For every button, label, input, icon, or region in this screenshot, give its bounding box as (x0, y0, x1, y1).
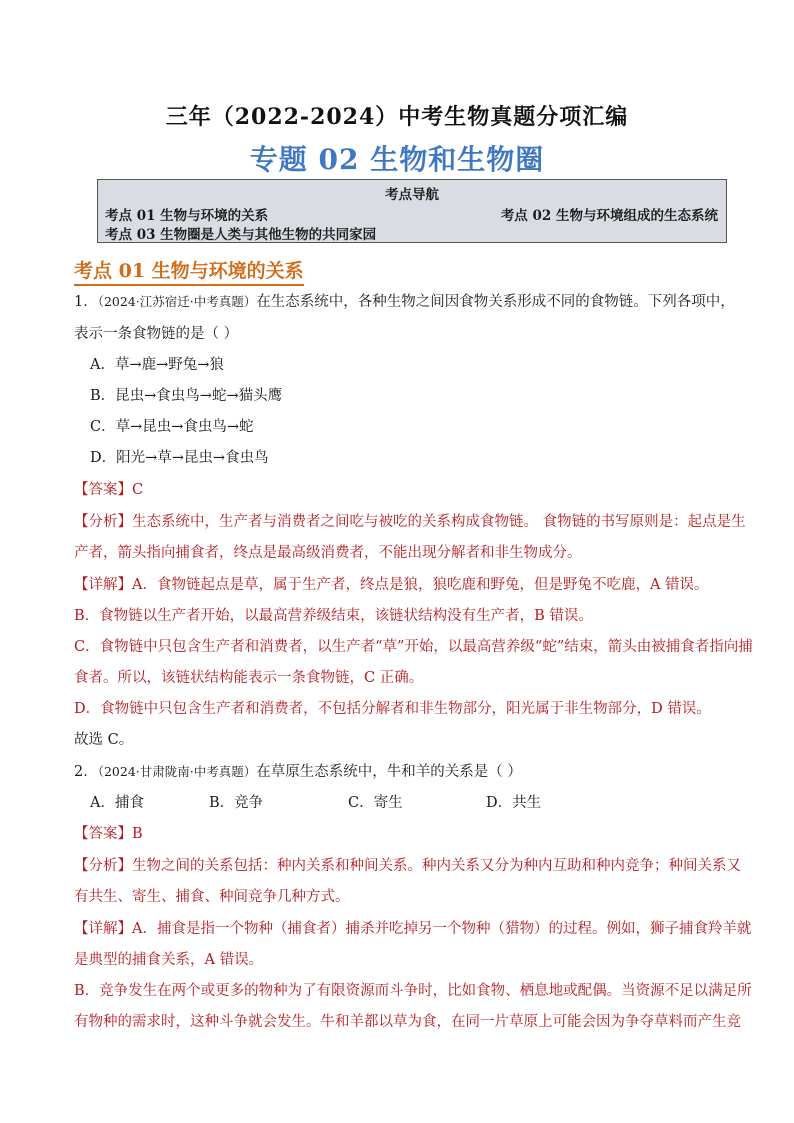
question-1-option-a: A．草→鹿→野兔→狼 (90, 357, 224, 373)
question-1-option-b: B．昆虫→食虫鸟→蛇→猫头鹰 (90, 388, 283, 404)
question-2-detail-b: B．竞争发生在两个或更多的物种为了有限资源而斗争时，比如食物、栖息地或配偶。当资源不足以满足所 (74, 983, 752, 999)
question-1-option-c: C．草→昆虫→食虫鸟→蛇 (90, 419, 254, 435)
question-1-analysis-cont: 产者，箭头指向捕食者，终点是最高级消费者，不能出现分解者和非生物成分。 (74, 545, 582, 561)
question-2-analysis (74, 856, 741, 876)
question-1-detail-d: D．食物链中只包含生产者和消费者，不包括分解者和非生物部分，阳光属于非生物部分，D 错误。 (74, 701, 711, 717)
document-title: 三年（2022-2024）中考生物真题分项汇编 (165, 104, 629, 130)
analysis-tag: 【分析】 (74, 858, 132, 874)
question-2-answer (74, 824, 143, 844)
question-1-conclusion: 故选 C。 (74, 732, 134, 748)
nav-item-02[interactable]: 考点 02 生物与环境组成的生态系统 (500, 208, 718, 224)
question-2-option-c: C．寄生 (348, 795, 403, 811)
answer-tag: 【答案】 (74, 482, 132, 498)
answer-value: B (132, 826, 143, 842)
answer-tag: 【答案】 (74, 826, 132, 842)
question-1-detail (74, 575, 709, 595)
question-2-option-a: A．捕食 (90, 795, 144, 811)
nav-item-03[interactable]: 考点 03 生物圈是人类与其他生物的共同家园 (105, 227, 377, 243)
section-heading: 考点 01 生物与环境的关系 (74, 256, 304, 286)
question-text: 在生态系统中，各种生物之间因食物关系形成不同的食物链。下列各项中， (256, 294, 735, 310)
question-2-detail-a-cont: 是典型的捕食关系，A 错误。 (74, 952, 264, 968)
question-number: 2． (74, 764, 98, 780)
question-1-detail-b: B．食物链以生产者开始，以最高营养级结束，该链状结构没有生产者，B 错误。 (74, 608, 593, 624)
question-1-analysis (74, 512, 746, 532)
question-1-stem (74, 292, 735, 312)
navigation-title: 考点导航 (385, 187, 439, 203)
topic-navigation-box (97, 179, 727, 243)
detail-text: A．食物链起点是草，属于生产者，终点是狼，狼吃鹿和野兔，但是野兔不吃鹿，A 错误。 (132, 577, 709, 593)
question-1-detail-c-cont: 食者。所以，该链状结构能表示一条食物链，C 正确。 (74, 670, 424, 686)
question-2-option-b: B．竞争 (209, 795, 264, 811)
question-1-option-d: D．阳光→草→昆虫→食虫鸟 (90, 450, 269, 466)
question-source: （2024·江苏宿迁·中考真题） (97, 294, 257, 309)
analysis-tag: 【分析】 (74, 514, 132, 530)
question-1-detail-c: C．食物链中只包含生产者和消费者，以生产者“草”开始，以最高营养级“蛇”结束，箭头由被捕食者指向捕 (74, 639, 753, 655)
question-2-analysis-cont: 有共生、寄生、捕食、种间竞争几种方式。 (74, 889, 350, 905)
topic-title: 专题 02 生物和生物圈 (249, 143, 545, 176)
question-1-stem-cont: 表示一条食物链的是（ ） (74, 326, 239, 342)
detail-tag: 【详解】 (74, 577, 132, 593)
question-number: 1． (74, 294, 98, 310)
answer-value: C (132, 482, 144, 498)
question-source: （2024·甘肃陇南·中考真题） (97, 764, 257, 779)
question-2-detail-b-cont: 有物种的需求时，这种斗争就会发生。牛和羊都以草为食，在同一片草原上可能会因为争夺草料而产生竞 (74, 1014, 741, 1030)
detail-tag: 【详解】 (74, 921, 132, 937)
question-2-detail (74, 919, 751, 939)
question-2-stem (74, 762, 522, 782)
analysis-text: 生物之间的关系包括：种内关系和种间关系。种内关系又分为种内互助和种内竞争；种间关系又 (132, 858, 741, 874)
question-text: 在草原生态系统中，牛和羊的关系是（ ） (256, 764, 522, 780)
question-2-option-d: D．共生 (486, 795, 542, 811)
nav-item-01[interactable]: 考点 01 生物与环境的关系 (105, 208, 269, 224)
question-1-answer (74, 480, 143, 500)
analysis-text: 生态系统中，生产者与消费者之间吃与被吃的关系构成食物链。 食物链的书写原则是：起点是生 (132, 514, 746, 530)
detail-text: A．捕食是指一个物种（捕食者）捕杀并吃掉另一个物种（猎物）的过程。例如，狮子捕食羚羊就 (132, 921, 752, 937)
